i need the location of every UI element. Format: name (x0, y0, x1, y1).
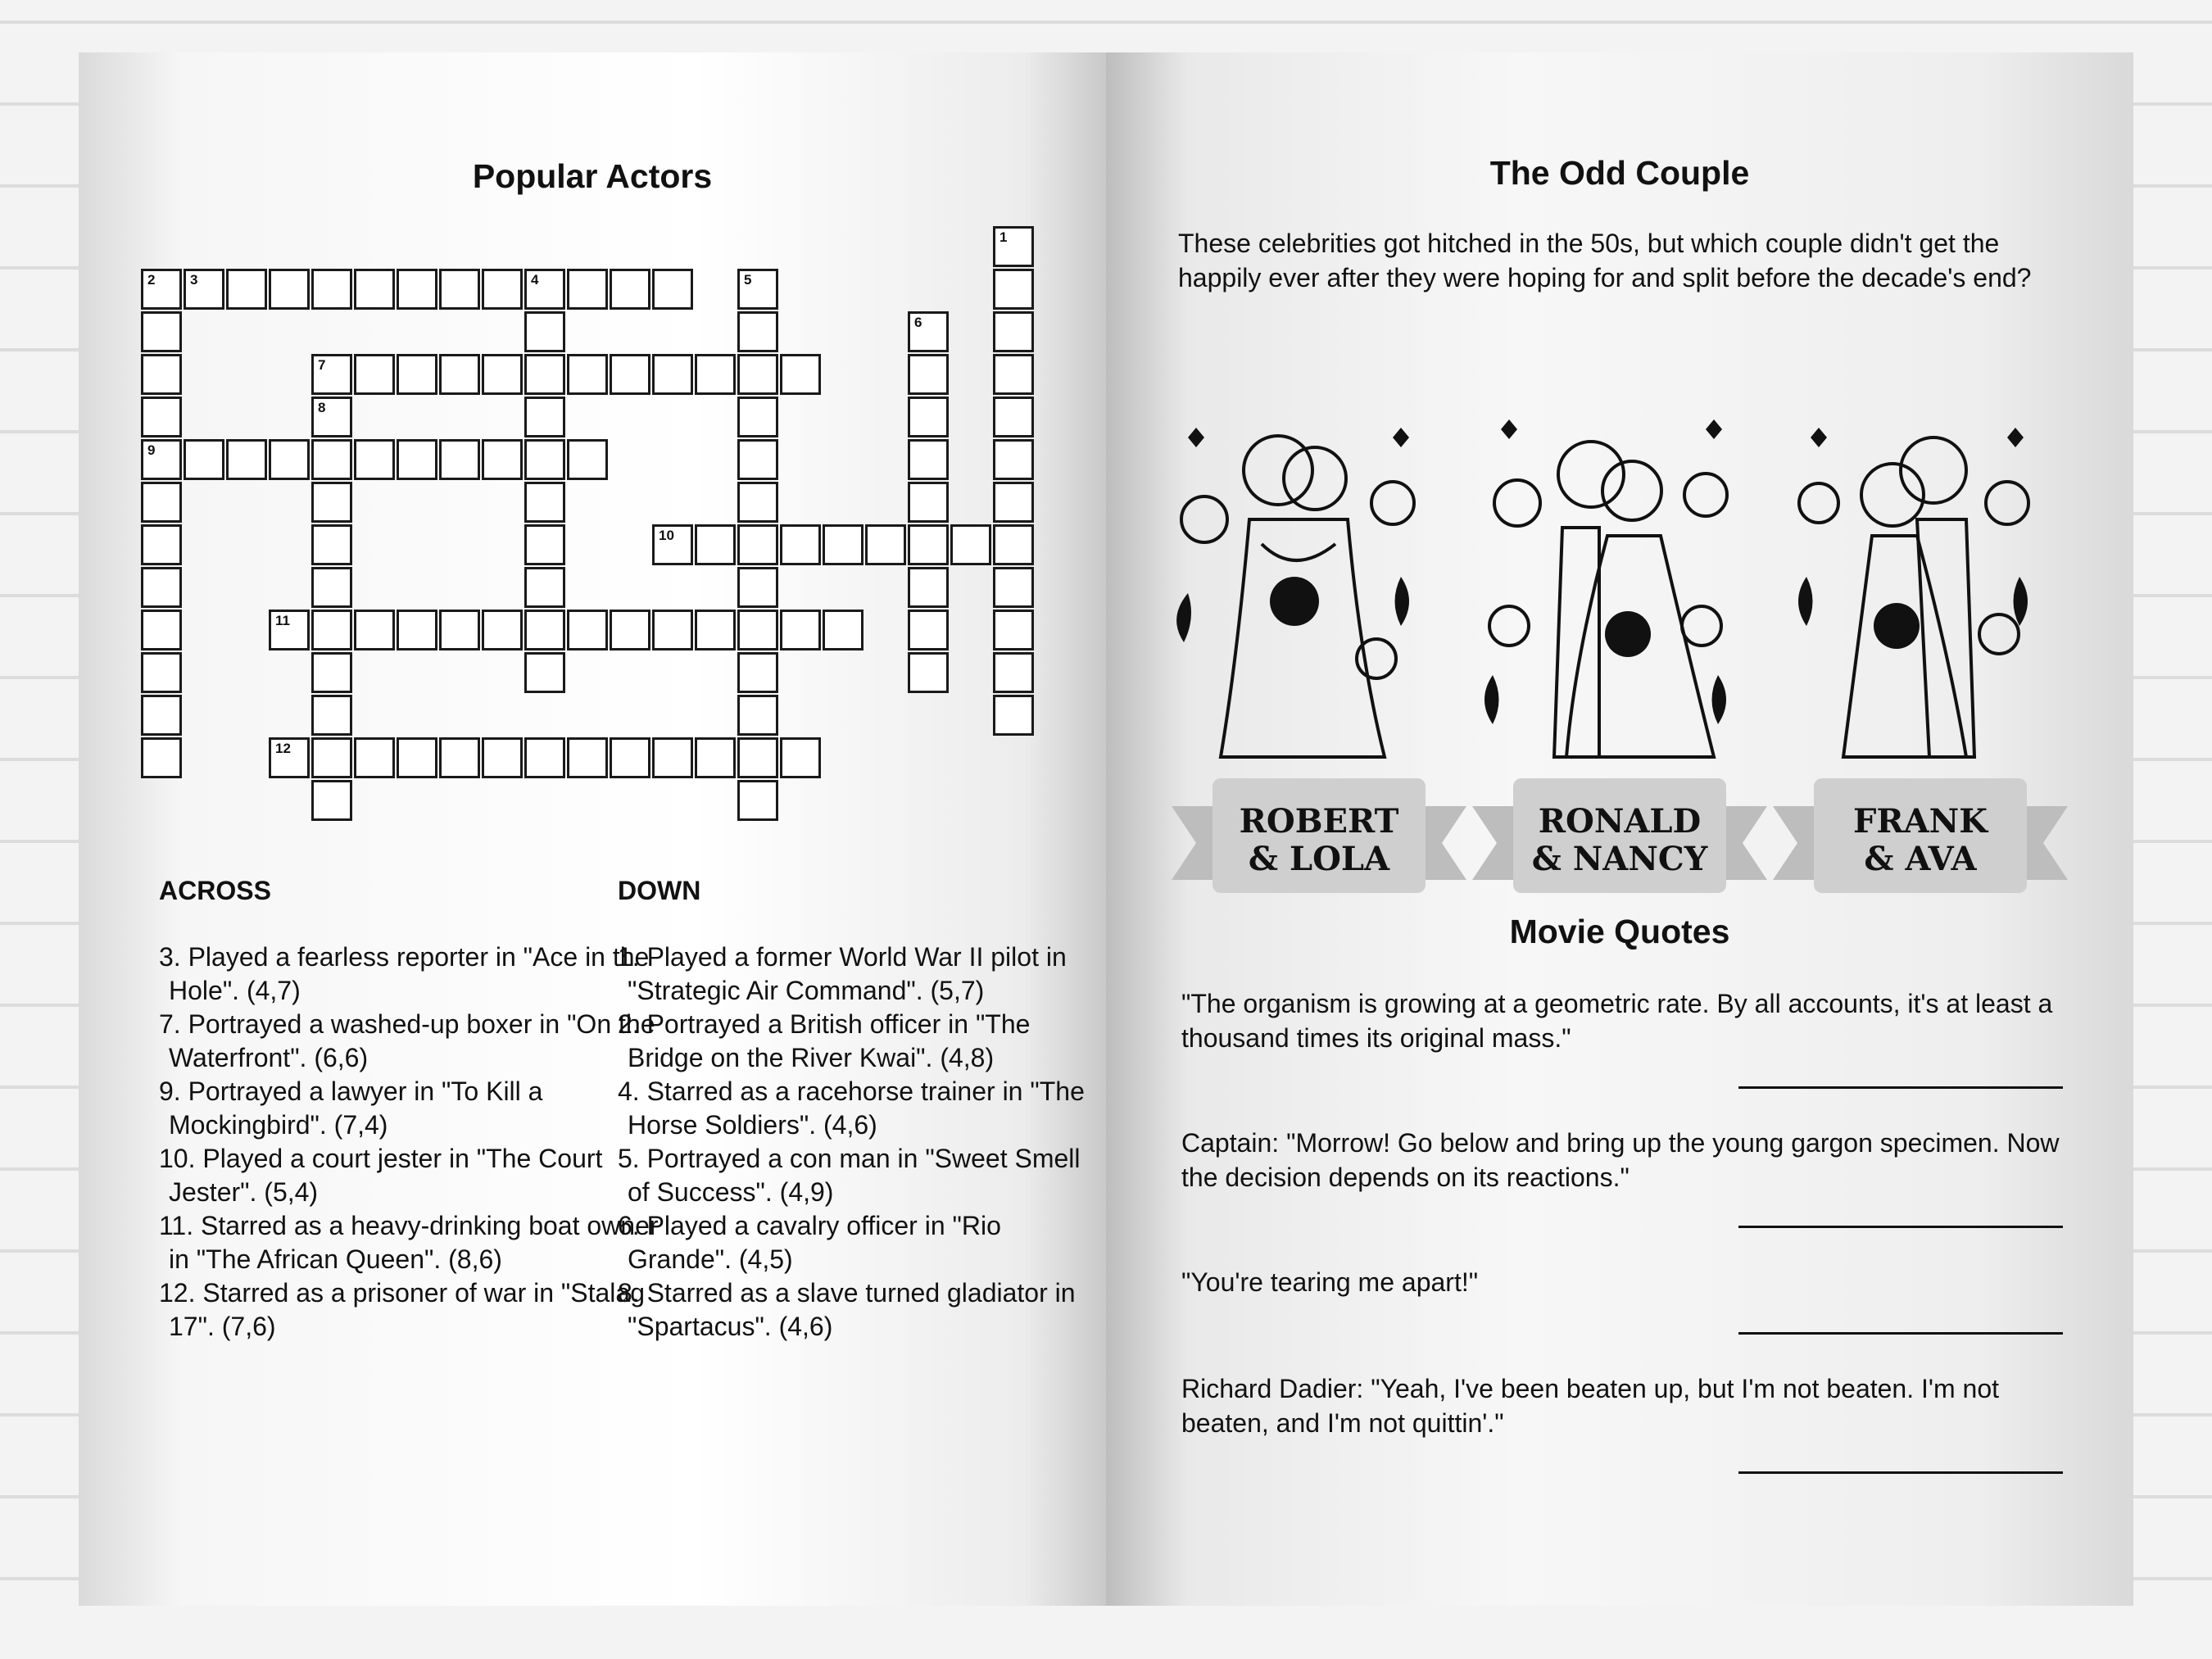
crossword-cell[interactable] (737, 652, 778, 693)
crossword-cell[interactable] (524, 482, 565, 523)
crossword-cell[interactable] (737, 269, 778, 310)
crossword-cell[interactable] (950, 524, 991, 565)
crossword-cell[interactable] (737, 780, 778, 821)
crossword-cell[interactable] (993, 269, 1034, 310)
across-clue: 7. Portrayed a washed-up boxer in "On the Waterfront". (6,6) (159, 1009, 655, 1072)
crossword-cell[interactable] (567, 737, 608, 778)
crossword-cell[interactable] (695, 524, 736, 565)
crossword-cell[interactable] (141, 354, 182, 395)
crossword-cell[interactable] (141, 695, 182, 736)
crossword-cell[interactable] (652, 269, 693, 310)
crossword-cell[interactable] (567, 439, 608, 480)
couple-name-line2: & AVA (1864, 840, 1977, 878)
crossword-cell[interactable] (439, 737, 480, 778)
couple-illustration-robert-lola (1172, 413, 1426, 773)
crossword-cell[interactable] (737, 439, 778, 480)
crossword-cell[interactable] (354, 269, 395, 310)
crossword-cell[interactable] (610, 269, 650, 310)
crossword-cell[interactable] (652, 354, 693, 395)
crossword-cell[interactable] (141, 610, 182, 650)
down-clue: 4. Starred as a racehorse trainer in "The Horse Soldiers". (4,6) (618, 1077, 1085, 1140)
crossword-cell[interactable] (524, 737, 565, 778)
crossword-cell[interactable] (780, 737, 821, 778)
across-clue: 11. Starred as a heavy-drinking boat owner in "The African Queen". (8,6) (159, 1211, 659, 1274)
crossword-cell[interactable] (993, 567, 1034, 608)
crossword-cell[interactable] (652, 737, 693, 778)
across-clue: 10. Played a court jester in "The Court Jester". (5,4) (159, 1144, 603, 1207)
crossword-cell[interactable] (908, 524, 949, 565)
crossword-cell[interactable] (737, 567, 778, 608)
clue-number: 9 (147, 442, 156, 458)
crossword-cell[interactable] (439, 354, 480, 395)
crossword-cell[interactable] (524, 397, 565, 437)
crossword-cell[interactable] (780, 610, 821, 650)
crossword-cell[interactable] (311, 652, 352, 693)
crossword-cell[interactable] (993, 482, 1034, 523)
crossword-cell[interactable] (524, 354, 565, 395)
crossword-cell[interactable] (908, 354, 949, 395)
movie-quotes-title: Movie Quotes (1509, 913, 1730, 950)
crossword-cell[interactable] (311, 567, 352, 608)
clue-number: 11 (275, 613, 290, 628)
down-clue: 5. Portrayed a con man in "Sweet Smell of Success". (4,9) (618, 1144, 1081, 1207)
clue-number: 7 (318, 357, 326, 373)
crossword-cell[interactable] (823, 524, 863, 565)
crossword-cell[interactable] (141, 397, 182, 437)
crossword-cell[interactable] (226, 269, 267, 310)
across-clue: 12. Starred as a prisoner of war in "Stalag 17". (7,6) (159, 1278, 645, 1341)
name-banner (1472, 773, 1767, 896)
crossword-cell[interactable] (610, 737, 650, 778)
crossword-cell[interactable] (695, 354, 736, 395)
crossword-cell[interactable] (226, 439, 267, 480)
crossword-cell[interactable] (993, 311, 1034, 352)
couple-illustration-ronald-nancy (1476, 413, 1738, 773)
crossword-cell[interactable] (269, 737, 310, 778)
clue-number: 3 (190, 272, 198, 288)
crossword-cell[interactable] (311, 610, 352, 650)
crossword-cell[interactable] (397, 269, 437, 310)
answer-line (1738, 1226, 2063, 1228)
crossword-cell[interactable] (567, 354, 608, 395)
crossword-cell[interactable] (141, 524, 182, 565)
couple-name-line1: ROBERT (1239, 802, 1399, 841)
crossword-cell[interactable] (737, 737, 778, 778)
crossword-cell[interactable] (993, 439, 1034, 480)
answer-line (1738, 1471, 2063, 1474)
crossword-cell[interactable] (311, 695, 352, 736)
bride-groom-icon (1172, 413, 1426, 773)
crossword-cell[interactable] (737, 695, 778, 736)
crossword-cell[interactable] (141, 311, 182, 352)
crossword-cell[interactable] (269, 610, 310, 650)
name-banner (1773, 773, 2068, 896)
crossword-cell[interactable] (908, 397, 949, 437)
answer-line (1738, 1086, 2063, 1089)
crossword-cell[interactable] (482, 610, 523, 650)
crossword-cell[interactable] (908, 482, 949, 523)
crossword-cell[interactable] (737, 397, 778, 437)
crossword-cell[interactable] (908, 610, 949, 650)
crossword-cell[interactable] (397, 610, 437, 650)
crossword-cell[interactable] (993, 652, 1034, 693)
down-clue: 6. Played a cavalry officer in "Rio Grande". (4,5) (618, 1211, 1001, 1274)
down-clue: 1. Played a former World War II pilot in "Strategic Air Command". (5,7) (618, 942, 1067, 1005)
name-banner (1172, 773, 1466, 896)
down-clue-list (618, 941, 1085, 1344)
crossword-cell[interactable] (993, 397, 1034, 437)
crossword-cell[interactable] (269, 439, 310, 480)
crossword-cell[interactable] (354, 737, 395, 778)
crossword-cell[interactable] (993, 610, 1034, 650)
across-clue: 9. Portrayed a lawyer in "To Kill a Mockingbird". (7,4) (159, 1077, 543, 1140)
clue-number: 1 (999, 229, 1008, 245)
answer-line (1738, 1332, 2063, 1335)
movie-quote: Richard Dadier: "Yeah, I've been beaten up, but I'm not beaten. I'm not beaten, and I'm not quittin'." (1181, 1374, 2000, 1438)
couple-name-line2: & LOLA (1248, 840, 1390, 878)
across-clue-list (159, 941, 667, 1344)
crossword-cell[interactable] (311, 439, 352, 480)
crossword-cell[interactable] (908, 652, 949, 693)
crossword-cell[interactable] (695, 610, 736, 650)
crossword-cell[interactable] (269, 269, 310, 310)
clue-number: 2 (147, 272, 156, 288)
movie-quote: "The organism is growing at a geometric rate. By all accounts, it's at least a thousand times its original mass." (1181, 989, 2053, 1053)
crossword-cell[interactable] (695, 737, 736, 778)
crossword-cell[interactable] (482, 269, 523, 310)
movie-quote: Captain: "Morrow! Go below and bring up the young gargon specimen. Now the decision depends on its reactions." (1181, 1128, 2060, 1192)
crossword-cell[interactable] (141, 482, 182, 523)
crossword-cell[interactable] (311, 269, 352, 310)
crossword-cell[interactable] (439, 610, 480, 650)
across-heading: ACROSS (159, 876, 271, 905)
crossword-cell[interactable] (311, 524, 352, 565)
crossword-cell[interactable] (524, 610, 565, 650)
crossword-cell[interactable] (908, 567, 949, 608)
crossword-cell[interactable] (908, 439, 949, 480)
crossword-cell[interactable] (993, 354, 1034, 395)
bride-groom-icon (1476, 413, 1738, 773)
crossword-cell[interactable] (524, 311, 565, 352)
bride-groom-icon (1786, 413, 2040, 773)
right-page (1106, 52, 2133, 1606)
crossword-cell[interactable] (482, 737, 523, 778)
crossword-cell[interactable] (737, 482, 778, 523)
crossword-cell[interactable] (780, 524, 821, 565)
crossword-cell[interactable] (311, 737, 352, 778)
clue-number: 4 (531, 272, 539, 288)
crossword-cell[interactable] (524, 439, 565, 480)
crossword-cell[interactable] (652, 524, 693, 565)
crossword-cell[interactable] (141, 567, 182, 608)
odd-couple-intro: These celebrities got hitched in the 50s, but which couple didn't get the happily ever after they were hoping for and split before the decade's end? (1178, 229, 2032, 292)
crossword-cell[interactable] (737, 354, 778, 395)
crossword-cell[interactable] (567, 610, 608, 650)
couple-name-line2: & NANCY (1531, 840, 1708, 878)
crossword-cell[interactable] (141, 439, 182, 480)
crossword-cell[interactable] (780, 354, 821, 395)
crossword-cell[interactable] (524, 652, 565, 693)
crossword-cell[interactable] (652, 610, 693, 650)
clue-number: 8 (318, 400, 326, 415)
crossword-cell[interactable] (311, 482, 352, 523)
crossword-cell[interactable] (439, 269, 480, 310)
couple-illustration-frank-ava (1786, 413, 2040, 773)
crossword-cell[interactable] (524, 567, 565, 608)
crossword-cell[interactable] (524, 269, 565, 310)
couple-name-line1: RONALD (1538, 802, 1702, 841)
crossword-cell[interactable] (482, 354, 523, 395)
crossword-cell[interactable] (610, 610, 650, 650)
crossword-cell[interactable] (993, 695, 1034, 736)
crossword-cell[interactable] (184, 439, 224, 480)
crossword-cell[interactable] (311, 397, 352, 437)
crossword-cell[interactable] (354, 439, 395, 480)
crossword-cell[interactable] (397, 439, 437, 480)
down-heading: DOWN (618, 876, 701, 905)
clue-number: 5 (744, 272, 752, 288)
clue-number: 6 (914, 315, 922, 330)
down-clue: 2. Portrayed a British officer in "The Bridge on the River Kwai". (4,8) (618, 1009, 1031, 1072)
clue-number: 10 (659, 528, 674, 543)
crossword-cell[interactable] (311, 354, 352, 395)
crossword-cell[interactable] (354, 354, 395, 395)
crossword-cell[interactable] (993, 524, 1034, 565)
crossword-cell[interactable] (823, 610, 863, 650)
crossword-cell[interactable] (141, 652, 182, 693)
crossword-cell[interactable] (397, 737, 437, 778)
couple-name-line1: FRANK (1852, 802, 1988, 841)
crossword-cell[interactable] (737, 311, 778, 352)
crossword-cell[interactable] (141, 737, 182, 778)
crossword-cell[interactable] (439, 439, 480, 480)
across-clue: 3. Played a fearless reporter in "Ace in the Hole". (4,7) (159, 942, 650, 1005)
crossword-cell[interactable] (908, 311, 949, 352)
crossword-cell[interactable] (184, 269, 224, 310)
crossword-cell[interactable] (141, 269, 182, 310)
crossword-cell[interactable] (397, 354, 437, 395)
down-clue: 8. Starred as a slave turned gladiator in "Spartacus". (4,6) (618, 1278, 1076, 1341)
crossword-cell[interactable] (482, 439, 523, 480)
crossword-cell[interactable] (524, 524, 565, 565)
left-page (79, 52, 1106, 1606)
crossword-cell[interactable] (993, 226, 1034, 267)
crossword-cell[interactable] (737, 610, 778, 650)
crossword-cell[interactable] (610, 354, 650, 395)
movie-quote: "You're tearing me apart!" (1181, 1267, 1479, 1297)
crossword-cell[interactable] (865, 524, 906, 565)
crossword-cell[interactable] (354, 610, 395, 650)
odd-couple-title: The Odd Couple (1489, 154, 1750, 192)
clue-number: 12 (275, 741, 291, 756)
crossword-cell[interactable] (311, 780, 352, 821)
crossword-cell[interactable] (737, 524, 778, 565)
crossword-title: Popular Actors (472, 157, 713, 195)
crossword-cell[interactable] (567, 269, 608, 310)
